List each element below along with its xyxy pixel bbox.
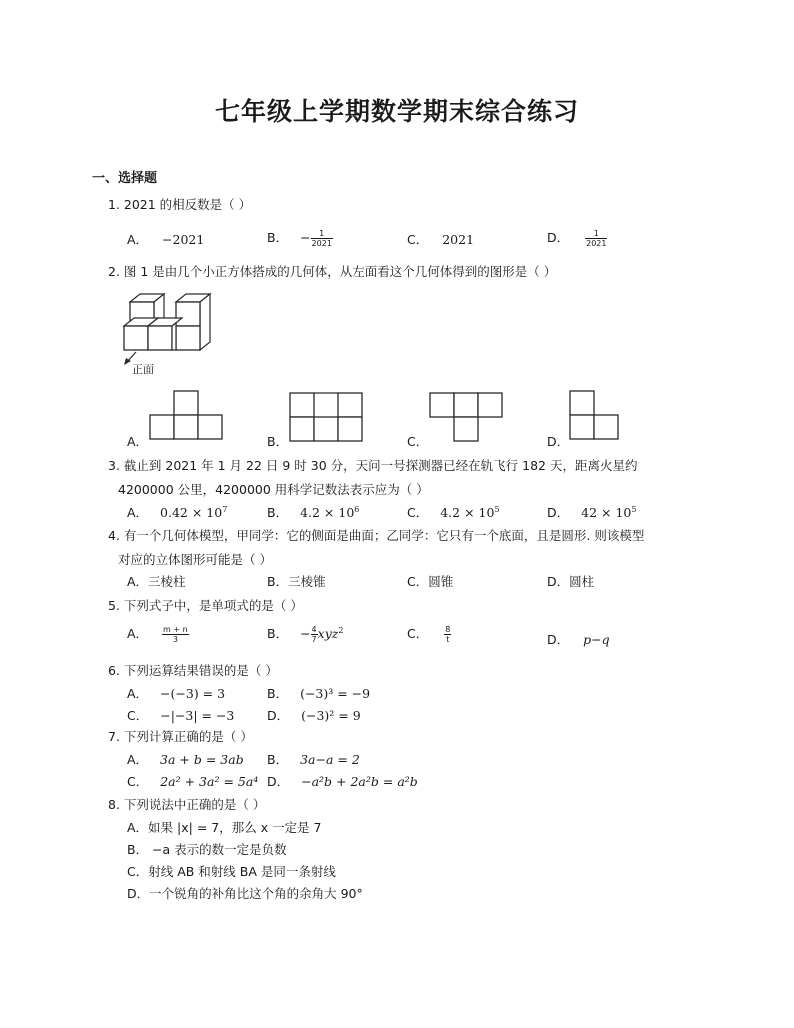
cube-stack-figure <box>118 290 218 380</box>
numerator: 1 <box>311 229 333 239</box>
fraction <box>311 625 318 644</box>
q6-option-d <box>267 706 361 724</box>
q1-option-a <box>127 230 204 248</box>
option-label: C． <box>407 626 429 641</box>
option-prefix: − <box>300 230 311 245</box>
option-value: p−q <box>583 632 610 647</box>
option-base: 42 × 10 <box>581 505 632 520</box>
q7-option-d <box>267 772 418 790</box>
fraction <box>311 229 333 248</box>
q5-option-c <box>407 624 451 644</box>
q3-option-b <box>267 503 359 521</box>
option-label: A． <box>127 626 149 641</box>
q4-option-c: C．圆锥 <box>407 574 454 589</box>
option-value: (−3)³ = −9 <box>300 686 371 701</box>
option-label: B． <box>267 505 289 520</box>
option-label: D． <box>267 708 290 723</box>
option-label: B． <box>267 686 289 701</box>
q3-option-c <box>407 503 500 521</box>
question-6-stem: 6. 下列运算结果错误的是（ ） <box>108 663 278 678</box>
q2-option-a-shape <box>150 390 230 444</box>
numerator: m + n <box>163 625 188 634</box>
q5-option-a <box>127 624 189 644</box>
option-value: −(−3) = 3 <box>160 686 226 701</box>
numerator: 1 <box>585 229 607 239</box>
figure-caption: 正面 <box>132 363 154 376</box>
option-variables: xyz <box>317 626 339 641</box>
q2-option-c-label: C． <box>407 434 429 449</box>
q2-option-c-shape <box>430 393 510 447</box>
fraction <box>162 625 189 644</box>
numerator: 4 <box>311 625 317 634</box>
option-base: 4.2 × 10 <box>300 505 355 520</box>
option-label: D． <box>547 230 570 245</box>
q3-option-d <box>547 503 636 521</box>
q2-option-b-label: B． <box>267 434 289 449</box>
fraction <box>585 229 607 248</box>
option-value: 2021 <box>442 232 475 247</box>
q4-option-b: B．三棱锥 <box>267 574 326 589</box>
option-label: B． <box>267 626 289 641</box>
option-value: (−3)² = 9 <box>301 708 361 723</box>
q8-option-d: D．一个锐角的补角比这个角的余角大 90° <box>127 886 363 901</box>
option-value: −a²b + 2a²b = a²b <box>301 774 418 789</box>
q4-option-a: A．三棱柱 <box>127 574 186 589</box>
denominator: 2021 <box>586 239 607 248</box>
question-4-line2: 对应的立体图形可能是（ ） <box>118 552 272 567</box>
q2-option-b-shape <box>290 393 370 447</box>
q1-option-c <box>407 230 474 248</box>
option-value: 2a² + 3a² = 5a⁴ <box>160 774 259 789</box>
option-label: B． <box>267 230 289 245</box>
q6-option-b <box>267 684 370 702</box>
q7-option-c <box>127 772 258 790</box>
section-heading: 一、选择题 <box>92 171 158 186</box>
option-base: 4.2 × 10 <box>440 505 495 520</box>
question-4-line1: 4. 有一个几何体模型，甲同学：它的侧面是曲面；乙同学：它只有一个底面，且是圆形. 则该模型 <box>108 528 645 543</box>
question-2-stem: 2. 图 1 是由几个小正方体搭成的几何体，从左面看这个几何体得到的图形是（ ） <box>108 264 557 279</box>
question-1-stem: 1. 2021 的相反数是（ ） <box>108 197 252 212</box>
option-value: 3a−a = 2 <box>300 752 360 767</box>
q5-option-b <box>267 624 343 644</box>
q6-option-a <box>127 684 225 702</box>
question-3-line1: 3. 截止到 2021 年 1 月 22 日 9 时 30 分，天问一号探测器已经在轨飞行 182 天，距离火星约 <box>108 458 638 473</box>
option-label: D． <box>267 774 290 789</box>
option-label: C． <box>407 232 429 247</box>
q2-option-d-shape <box>570 390 630 444</box>
denominator: t <box>446 635 450 644</box>
question-8-stem: 8. 下列说法中正确的是（ ） <box>108 797 266 812</box>
option-exponent: 6 <box>354 504 360 514</box>
q7-option-a <box>127 750 244 768</box>
q4-option-d: D．圆柱 <box>547 574 595 589</box>
q1-option-b <box>267 228 333 248</box>
option-exponent: 5 <box>631 504 637 514</box>
q1-option-d <box>547 228 607 248</box>
q7-option-b <box>267 750 360 768</box>
question-5-stem: 5. 下列式子中，是单项式的是（ ） <box>108 598 303 613</box>
option-exponent: 7 <box>222 504 228 514</box>
q3-option-a <box>127 503 227 521</box>
option-base: 0.42 × 10 <box>160 505 223 520</box>
option-label: D． <box>547 505 570 520</box>
option-label: C． <box>127 774 149 789</box>
option-label: A． <box>127 752 149 767</box>
q6-option-c <box>127 706 234 724</box>
question-3-line2: 4200000 公里，4200000 用科学记数法表示应为（ ） <box>118 482 429 497</box>
q8-option-a: A．如果 |x| = 7，那么 x 一定是 7 <box>127 820 322 835</box>
denominator: 3 <box>172 635 178 644</box>
option-exponent: 5 <box>494 504 500 514</box>
q2-option-a-label: A． <box>127 434 149 449</box>
option-value: −2021 <box>162 232 205 247</box>
option-exponent: 2 <box>338 625 344 635</box>
page-title: 七年级上学期数学期末综合练习 <box>214 97 579 126</box>
question-7-stem: 7. 下列计算正确的是（ ） <box>108 729 253 744</box>
q8-option-b: B． −a 表示的数一定是负数 <box>127 842 287 857</box>
option-value: −|−3| = −3 <box>160 708 235 723</box>
option-prefix: − <box>300 626 311 641</box>
q8-option-c: C．射线 AB 和射线 BA 是同一条射线 <box>127 864 336 879</box>
numerator: 8 <box>445 625 451 634</box>
option-label: D． <box>547 632 570 647</box>
option-label: A． <box>127 686 149 701</box>
option-label: A． <box>127 232 149 247</box>
option-value: 3a + b = 3ab <box>160 752 244 767</box>
option-label: B． <box>267 752 289 767</box>
fraction <box>444 625 451 644</box>
q2-option-d-label: D． <box>547 434 570 449</box>
option-label: C． <box>407 505 429 520</box>
option-label: C． <box>127 708 149 723</box>
q5-option-d <box>547 630 610 648</box>
option-label: A． <box>127 505 149 520</box>
denominator: 7 <box>311 635 317 644</box>
denominator: 2021 <box>311 239 332 248</box>
